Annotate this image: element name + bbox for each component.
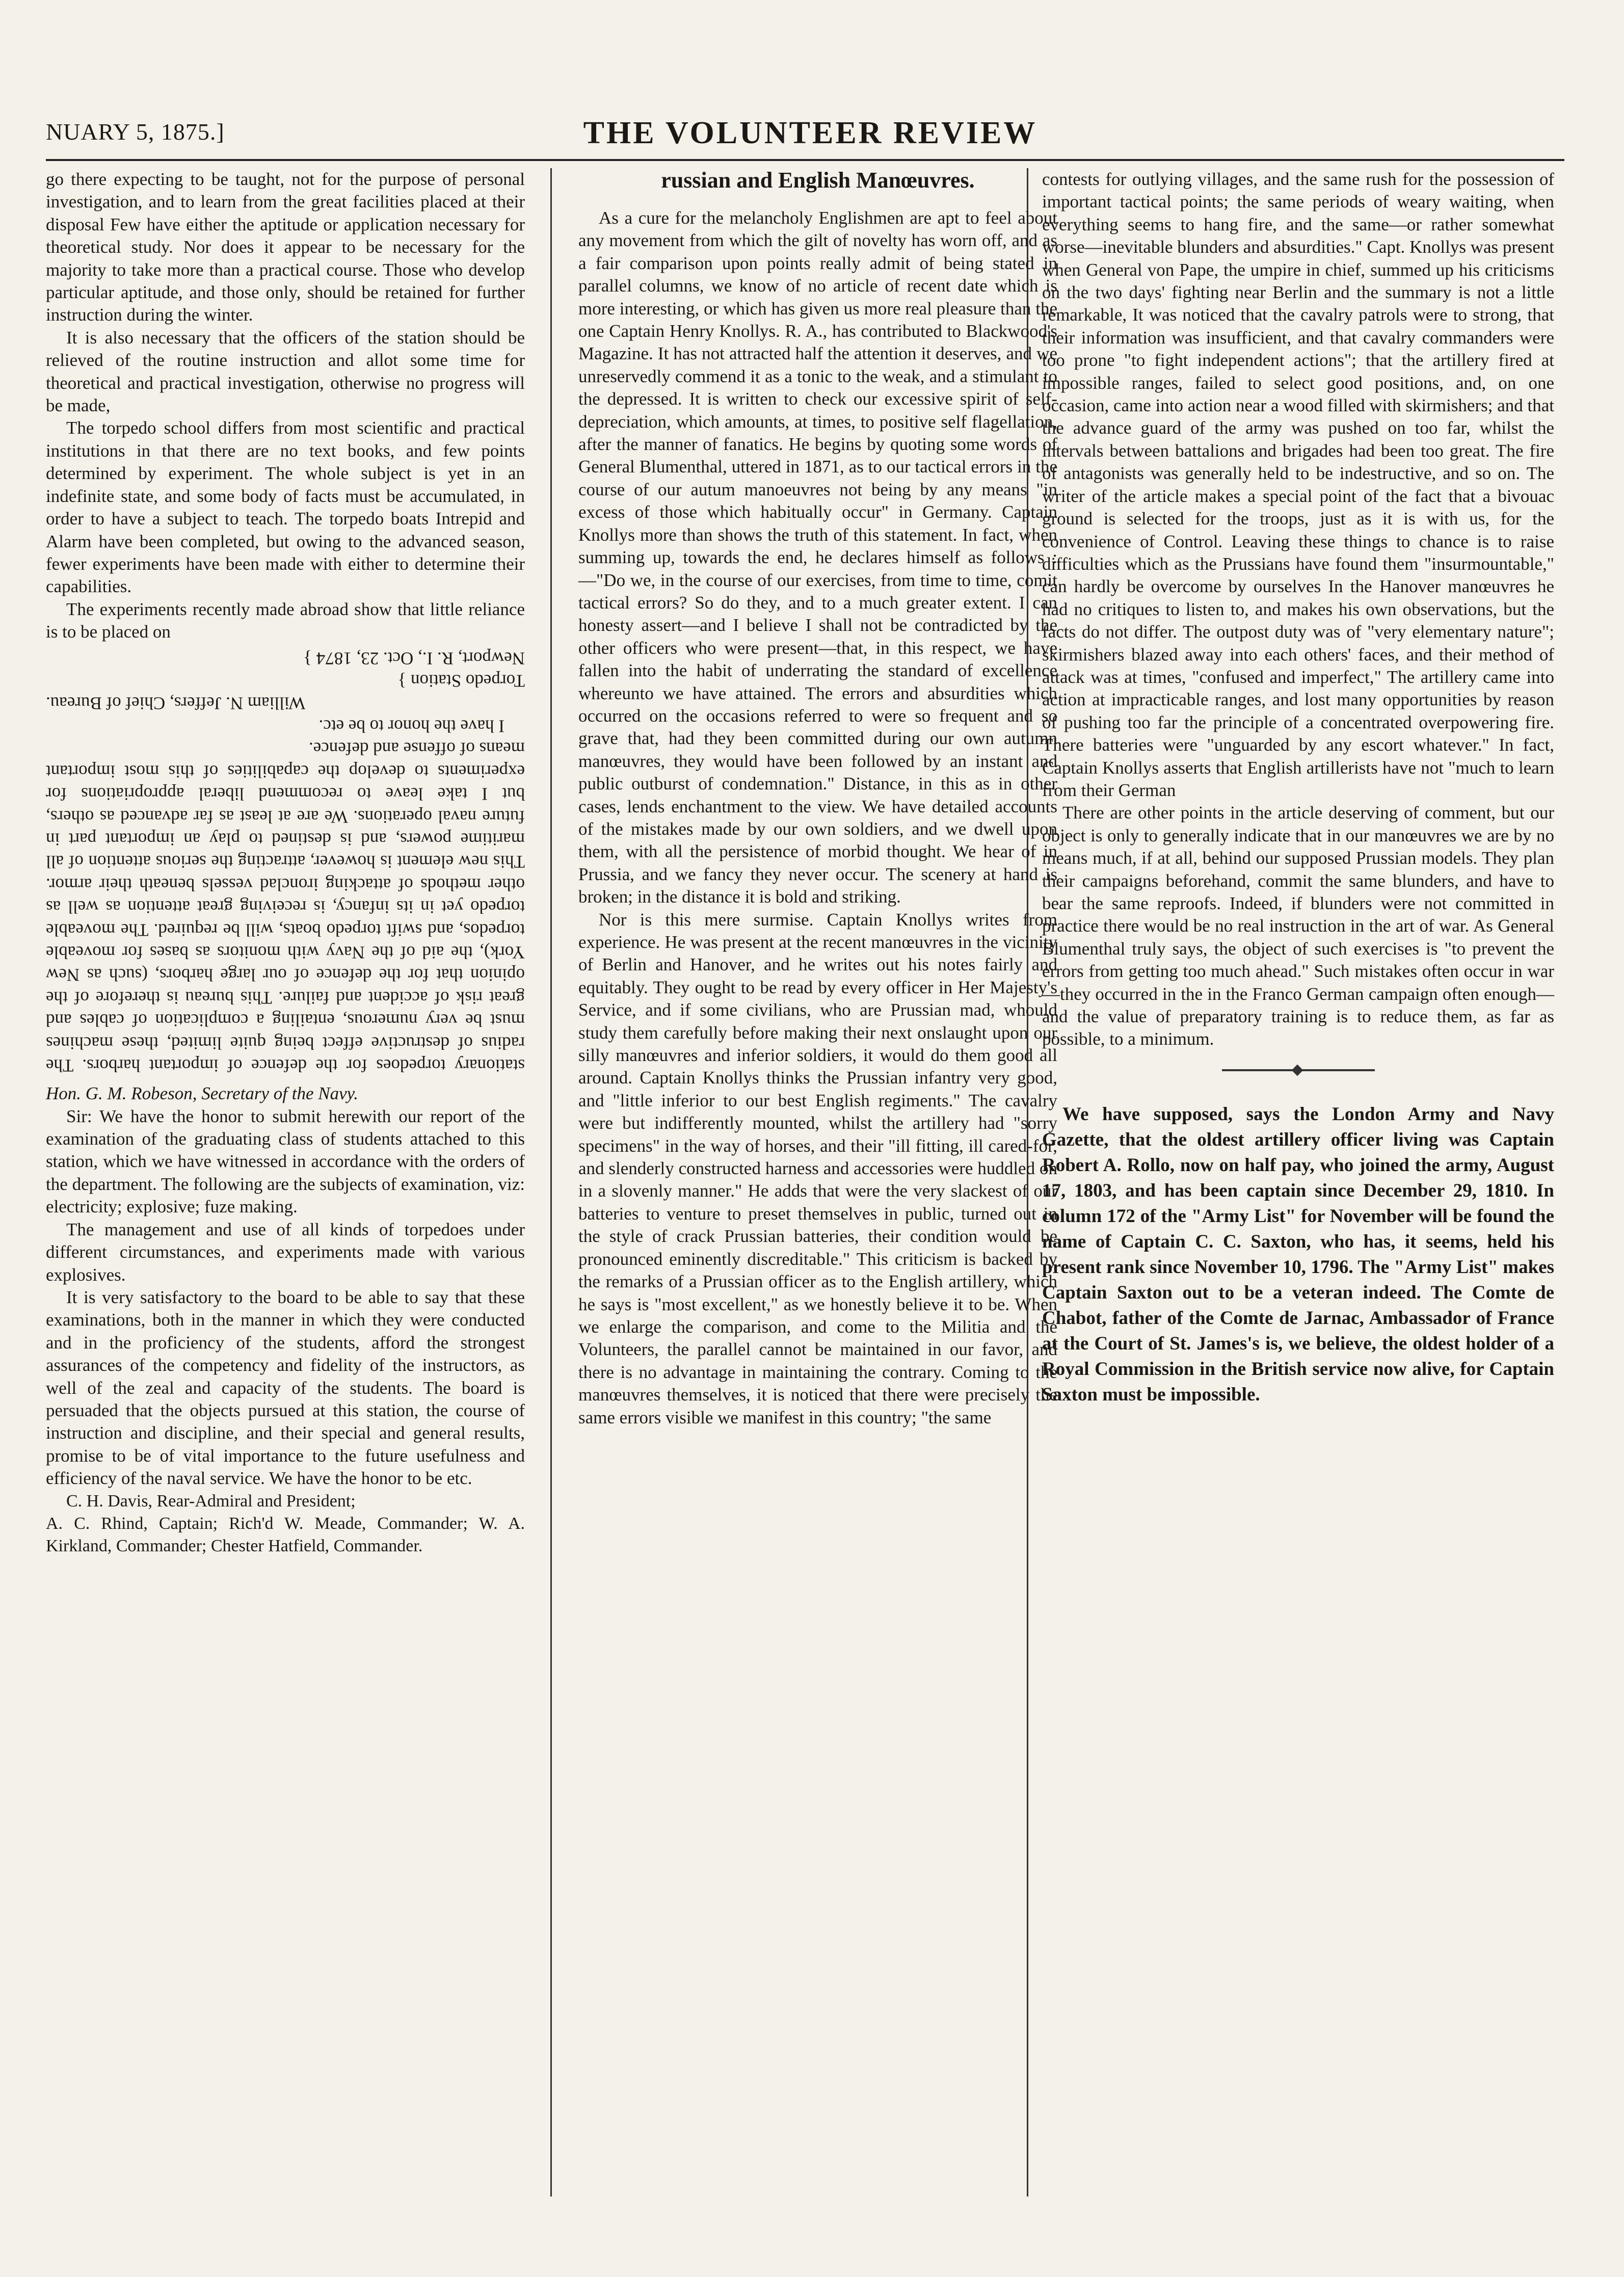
- inverted-closing: I have the honor to be etc.: [318, 716, 504, 736]
- paragraph: The torpedo school differs from most scientific and practical institutions in that there are no text books, and few points determined by experiment. The whole subject is yet in an indefinite state, and some body of facts must be accumulated, in order to have a subject to teach. The torpedo boats Intrepid and Alarm have been completed, but owing to the advanced season, fewer experiments have been made with either to determine their capabilities.: [46, 418, 525, 597]
- header-rule: [46, 159, 1564, 161]
- inverted-place-date: Newport, R. I., Oct. 23, 1874 }: [303, 648, 525, 668]
- paragraph: We have supposed, says the London Army and Navy Gazette, that the oldest artillery officer living was Captain Robert A. Rollo, now on half pay, who joined the army, August 17, 1803, and has been captain since December 29, 1810. In column 172 of the "Army List" for November will be found the name of Captain C. C. Saxton, who has, it seems, held his present rank since November 10, 1796. The "Army List" makes Captain Saxton out to be a veteran indeed. The Comte de Chabot, father of the Comte de Jarnac, Ambassador of France at the Court of St. James's is, we believe, the oldest holder of a Royal Commission in the British service now alive, for Captain Saxton must be impossible.: [1042, 1103, 1554, 1405]
- column-divider: [550, 168, 552, 2196]
- column-1: [46, 168, 525, 1558]
- page-header: [46, 113, 1575, 154]
- paragraph: Sir: We have the honor to submit herewith our report of the examination of the graduating class of students attached to this station, which we have witnessed in accordance with the orders of the department. The following are the subjects of examination, viz: electricity; explosive; fuze making.: [46, 1106, 525, 1217]
- masthead-title: THE VOLUNTEER REVIEW: [583, 116, 1037, 150]
- signatures: [46, 1490, 525, 1558]
- signature-line: C. H. Davis, Rear-Admiral and President;: [66, 1491, 356, 1511]
- paragraph: go there expecting to be taught, not for the purpose of personal investigation, and to learn from the great facilities placed at their disposal Few have either the aptitude or application necessary for theoretical study. Nor does it appear to be necessary for the majority to take more than a practical course. Those who develop particular aptitude, and those only, should be retained for further instruction during the winter.: [46, 169, 525, 325]
- paragraph: It is also necessary that the officers of the station should be relieved of the routine instruction and allot some time for theoretical and practical investigation, otherwise no progress will be made,: [46, 327, 525, 416]
- paragraph: Nor is this mere surmise. Captain Knollys writes from experience. He was present at the recent manœuvres in the vicinity of Berlin and Hanover, and he writes out his notes fairly and equitably. They ought to be read by every officer in Her Majesty's Service, and if some civilians, who are Prussian mad, whould study them carefully before making their next onslaught upon our silly manœuvres and inferior soldiers, it would do them good all around. Captain Knollys thinks the Prussian infantry very good, and "little inferior to our best English regiments." The cavalry were but indifferently mounted, whilst the artillery had "sorry specimens" in the way of horses, and their "ill fitting, ill cared-for, and slenderly constructed harness and accessories were huddled on in a slovenly manner." He adds that were the very slackest of our batteries to venture to preset themselves in public, turned out in the style of crack Prussian batteries, their condition would be pronounced eminently discreditable." This criticism is backed by the remarks of a Prussian officer as to the English artillery, which he says is "most excellent," as we honestly believe it to be. When we enlarge the comparison, and come to the Militia and the Volunteers, the parallel cannot be maintained in our favor, and there is no advantage in maintaining the contrary. Coming to the manœuvres themselves, it is noticed that there were precisely the same errors visible we manifest in this country; "the same: [578, 909, 1057, 1427]
- paragraph: The experiments recently made abroad show that little reliance is to be placed on: [46, 599, 525, 642]
- article-title: russian and English Manœuvres.: [661, 168, 975, 193]
- paragraph: As a cure for the melancholy Englishmen are apt to feel about any movement from which the gilt of novelty has worn off, and as a fair comparison upon points really admit of being stated in parallel columns, we know of no article of recent date which is more interesting, or which has given us more real pleasure than the one Captain Henry Knollys. R. A., has contributed to Blackwood's Magazine. It has not attracted half the attention it deserves, and we unreservedly commend it as a tonic to the weak, and a stimulant to the depressed. It is written to check our excessive spirit of self-depreciation, which amounts, at times, to positive self flagellation, after the manner of fanatics. He begins by quoting some words of General Blumenthal, uttered in 1871, as to our tactical errors in the course of our autum manoeuvres not being by any means "in excess of those which habitually occur" in Germany. Captain Knollys more than shows the truth of this statement. In fact, when summing up, towards the end, he declares himself as follows :—"Do we, in the course of our exercises, from time to time, comit tactical errors? So do they, and to a much greater extent. I can honesty assert—and I believe I shall not be contradicted by the other officers who were present—that, in this respect, we have fallen into the habit of underrating the standard of excellence whereunto we have attained. The errors and absurdities which occurred on the occasions referred to were so frequent and so grave that, had they been committed during our own autumn manœuvres, they would have been followed by an instant and public outburst of condemnation." Distance, in this as in other cases, lends enchantment to the view. We have detailed accounts of the mistakes made by our own soldiers, and we dwell upon them, with all the persistence of morbid thought. We hear of in Prussia, and we fancy they never occur. The scenery at hand is broken; in the distance it is bold and striking.: [578, 208, 1057, 907]
- paragraph: It is very satisfactory to the board to be able to say that these examinations, both in the manner in which they were conducted and in the proficiency of the students, afford the strongest assurances of the competency and fidelity of the instructors, as well of the zeal and capacity of the students. The board is persuaded that the objects pursued at this station, the course of instruction and discipline, and their special and general results, promise to be of vital importance to the future usefulness and efficiency of the naval service. We have the honor to be etc.: [46, 1287, 525, 1489]
- paragraph: contests for outlying villages, and the same rush for the possession of important tactical points; the same periods of weary waiting, when everything seems to hang fire, and the same—or rather somewhat worse—inevitable blunders and absurdities." Capt. Knollys was present when General von Pape, the umpire in chief, summed up his criticisms on the two days' fighting near Berlin and the summary is not a little remarkable, It was noticed that the cavalry patrols were to strong, that their information was insufficient, and that cavalry commanders were too prone "to fight independent actions"; that the artillery fired at impossible ranges, failed to select good positions, and, on one occasion, came into action near a wood filled with skirmishers; and that the advance guard of the army was pushed on too far, whilst the intervals between battalions and brigades had been too great. The fire of antagonists was generally held to be indestructive, and so on. The writer of the article makes a special point of the fact that a bivouac ground is selected for the troops, just as it is with us, for the convenience of Control. Leaving these things to chance is to raise difficulties which as the Prussians have found them "insurmountable," can hardly be overcome by ourselves In the Hanover manœuvres he had no critiques to listen to, and makes his own observations, but the facts do not differ. The outpost duty was of "very elementary nature"; skirmishers blazed away into each others' faces, and their method of attack was at times, "confused and imperfect," The artillery came into action at impracticable ranges, and lost many opportunities by reason of pushing too far the principle of a concentrated overpowering fire. There batteries were "unguarded by any escort whatever." In fact, Captain Knollys asserts that English artillerists have not "much to learn from their German: [1042, 169, 1554, 800]
- inverted-signature: William N. Jeffers, Chief of Bureau.: [46, 693, 306, 713]
- army-list-note: [1042, 1102, 1554, 1408]
- column-3: [1042, 168, 1554, 1408]
- column-2: [578, 168, 1057, 1429]
- signature-line: A. C. Rhind, Captain; Rich'd W. Meade, Commander; W. A. Kirkland, Commander; Chester Hatfield, Commander.: [46, 1514, 525, 1556]
- paragraph: The management and use of all kinds of torpedoes under different circumstances, and experiments made with various explosives.: [46, 1219, 525, 1285]
- inverted-text-block: [46, 647, 525, 1077]
- issue-date: NUARY 5, 1875.]: [46, 119, 225, 145]
- inverted-station: Torpedo Station }: [397, 671, 525, 691]
- paragraph: There are other points in the article deserving of comment, but our object is only to generally indicate that in our manœuvres we are by no means much, if at all, behind our supposed Prussian models. They plan their campaigns beforehand, commit the same blunders, and have to bear the same reproofs. Indeed, if blunders were not committed in practice there would be no real instruction in the art of war. As General Blumenthal truly says, the object of such exercises is "to prevent the errors from getting too much ahead." Such mistakes often occur in war—they occurred in the in the Franco German campaign often enough—and the value of preparatory training is to reduce them, as far as possible, to a minimum.: [1042, 803, 1554, 1049]
- inverted-paragraph: stationary torpedoes for the defence of important harbors. The radius of destructive effect being quite limited, these machines must be very numerous, entailing a complication of cables and great risk of accident and failure. This bureau is therefore of the opinion that for the defence of our large harbors, (such as New York), the aid of the Navy with monitors as bases for moveable torpedos, and swift torpedo boats, will be required. The moveable torpedo yet in its infancy, is receiving great attention as well as other methods of attacking ironclad vessels beneath their armor. This new element is however, attracting the serious attention of all maritime powers, and is destined to play an important part in future naval operations. We are at least as far advanced as others, but I take leave to recommend liberal appropriations for experiments to develop the capabilities of this most important means of offense and defence.: [46, 738, 525, 1076]
- section-divider: [1222, 1069, 1375, 1071]
- addressee: Hon. G. M. Robeson, Secretary of the Navy.: [46, 1083, 359, 1104]
